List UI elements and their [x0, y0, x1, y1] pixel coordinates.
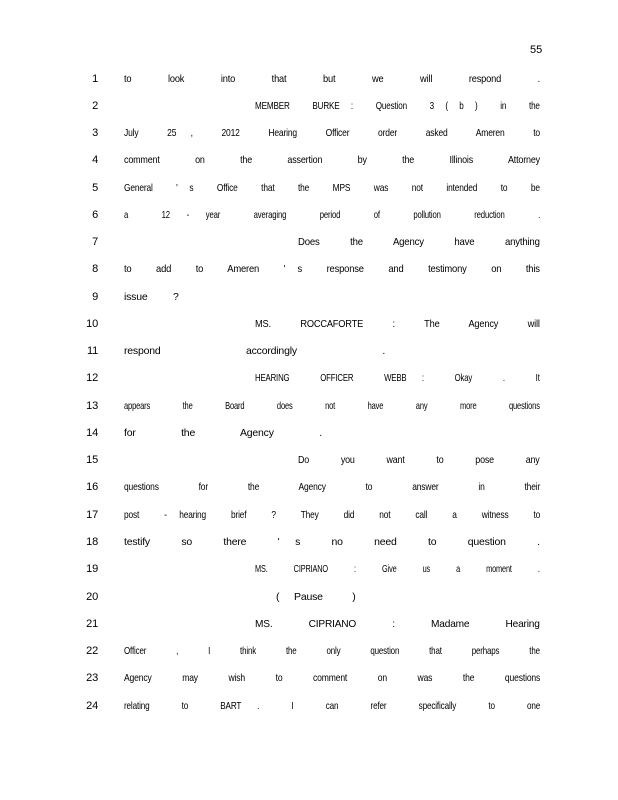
line-number: 22: [86, 645, 98, 657]
transcript-line: [0, 479, 618, 495]
line-number: 13: [86, 400, 98, 412]
transcript-line: [0, 289, 618, 305]
line-text: comment on the assertion by the Illinois Attorney: [124, 154, 540, 166]
line-text: issue ?: [124, 291, 179, 303]
transcript-line: [0, 561, 618, 577]
line-text: Does the Agency have anything: [298, 236, 540, 248]
line-number: 18: [86, 536, 98, 548]
transcript-line: [0, 616, 618, 632]
line-number: 1: [92, 73, 98, 85]
line-text: to add to Ameren ' s response and testimony on this: [124, 263, 540, 275]
line-text: HEARING OFFICER WEBB : Okay . It: [255, 372, 540, 384]
transcript-line: [0, 71, 618, 87]
line-text: appears the Board does not have any more questions: [124, 400, 540, 412]
line-text: to look into that but we will respond .: [124, 73, 541, 85]
line-text: ( Pause ): [276, 591, 356, 603]
line-number: 20: [86, 591, 98, 603]
line-number: 19: [86, 563, 98, 575]
line-text: post - hearing brief ? They did not call a witness to: [124, 509, 541, 521]
line-number: 10: [86, 318, 98, 330]
transcript-line: [0, 398, 618, 414]
transcript-line: [0, 670, 618, 686]
line-number: 8: [92, 263, 98, 275]
line-text: MS. CIPRIANO : Give us a moment .: [255, 563, 540, 575]
transcript-line: [0, 125, 618, 141]
line-number: 21: [86, 618, 98, 630]
line-text: Do you want to pose any: [298, 454, 540, 466]
transcript-line: [0, 152, 618, 168]
line-number: 3: [92, 127, 98, 139]
page-number: 55: [530, 44, 543, 56]
transcript-line: [0, 507, 618, 523]
transcript-line: [0, 643, 618, 659]
line-number: 5: [92, 182, 98, 194]
transcript-line: [0, 316, 618, 332]
line-number: 11: [86, 345, 98, 357]
line-number: 24: [86, 700, 98, 712]
line-number: 16: [86, 481, 98, 493]
transcript-line: [0, 370, 618, 386]
transcript-line: [0, 452, 618, 468]
line-text: respond accordingly .: [124, 345, 386, 357]
line-number: 17: [86, 509, 98, 521]
line-text: a 12 - year averaging period of pollution reduction .: [124, 209, 541, 221]
line-text: testify so there ' s no need to question .: [124, 536, 540, 548]
line-number: 23: [86, 672, 98, 684]
line-number: 15: [86, 454, 98, 466]
transcript-line: [0, 234, 618, 250]
transcript-line: [0, 343, 618, 359]
transcript-line: [0, 534, 618, 550]
line-text: Agency may wish to comment on was the questions: [124, 672, 541, 684]
line-number: 7: [92, 236, 98, 248]
line-text: Officer , I think the only question that perhaps the: [124, 645, 540, 657]
line-number: 6: [92, 209, 98, 221]
line-text: relating to BART . I can refer specifically to one: [124, 700, 541, 712]
line-number: 9: [92, 291, 98, 303]
line-text: for the Agency .: [124, 427, 322, 439]
transcript-line: [0, 180, 618, 196]
transcript-line: [0, 98, 618, 114]
line-text: July 25 , 2012 Hearing Officer order asked Ameren to: [124, 127, 540, 139]
line-text: questions for the Agency to answer in their: [124, 481, 541, 493]
line-text: MS. CIPRIANO : Madame Hearing: [255, 618, 540, 630]
transcript-line: [0, 425, 618, 441]
line-number: 12: [86, 372, 98, 384]
line-text: MS. ROCCAFORTE : The Agency will: [255, 318, 540, 330]
transcript-line: [0, 589, 618, 605]
transcript-line: [0, 207, 618, 223]
line-text: MEMBER BURKE : Question 3 ( b ) in the: [255, 100, 540, 112]
line-number: 2: [92, 100, 98, 112]
line-number: 14: [86, 427, 98, 439]
line-text: General ' s Office that the MPS was not intended to be: [124, 182, 540, 194]
line-number: 4: [92, 154, 98, 166]
transcript-line: [0, 261, 618, 277]
transcript-line: [0, 698, 618, 714]
